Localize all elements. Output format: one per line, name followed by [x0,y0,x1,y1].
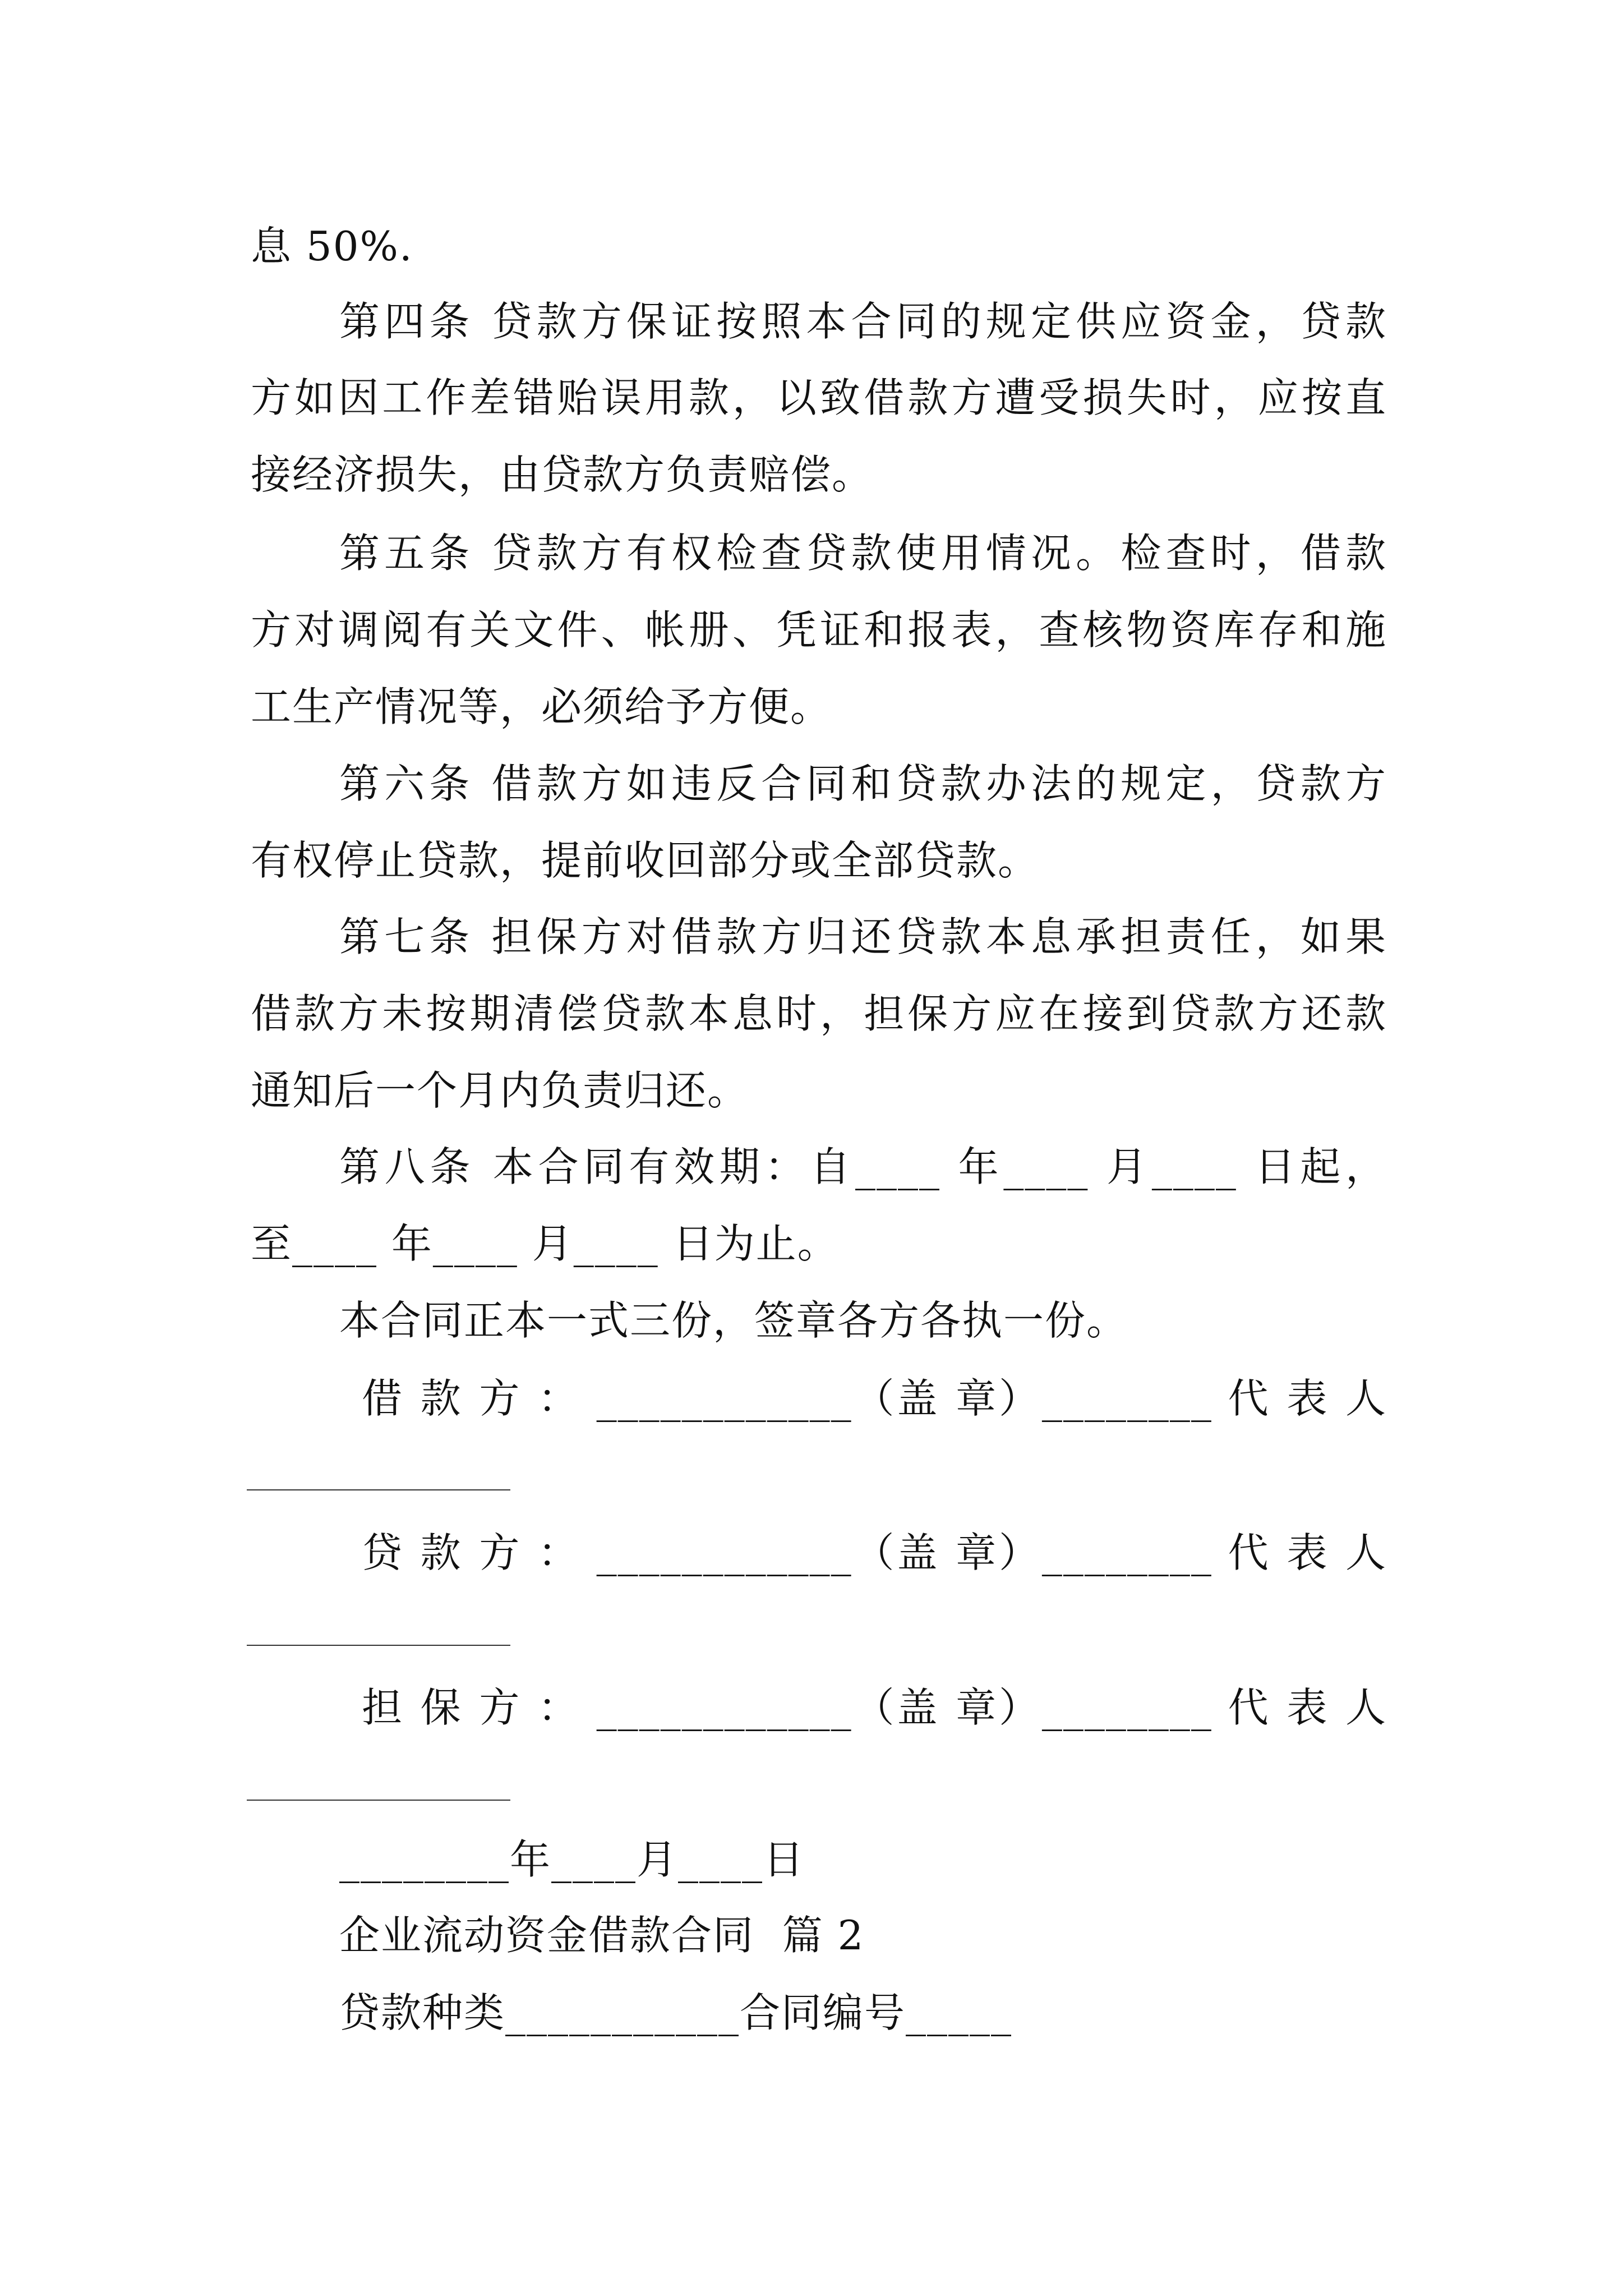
seal-label: （盖 章） [852,1684,1042,1731]
article-6: 第六条 借款方如违反合同和贷款办法的规定，贷款方 [339,760,1387,807]
article-7: 第七条 担保方对借款方归还贷款本息承担责任，如果 [339,913,1387,960]
text-line: 接经济损失，由贷款方负责赔偿。 [251,451,874,498]
seal-blank: ________ [1041,1529,1212,1576]
signature-blank: ____________ [596,1529,852,1576]
signature-blank: ____________ [596,1684,852,1731]
text-line: 工生产情况等，必须给予方便。 [251,683,832,730]
signature-guarantor [362,1680,1387,1736]
representative-underline [247,1489,510,1490]
representative-underline [247,1800,510,1801]
date-line: ________年____月____日 [339,1836,805,1883]
section-title: 企业流动资金借款合同 篇 2 [339,1912,865,1959]
text-line: 有权停止贷款，提前收回部分或全部贷款。 [251,837,1040,884]
party-label: 贷 款 方 ： [362,1529,581,1576]
loan-type-line: 贷款种类___________合同编号_____ [339,1989,1013,2036]
seal-blank: ________ [1041,1684,1212,1731]
seal-blank: ________ [1041,1375,1212,1422]
seal-label: （盖 章） [852,1529,1042,1576]
copies-clause: 本合同正本一式三份，签章各方各执一份。 [339,1297,1128,1344]
article-5: 第五条 贷款方有权检查贷款使用情况。检查时，借款 [339,530,1387,577]
party-label: 借 款 方 ： [362,1375,581,1422]
representative-label: 代 表 人 [1228,1529,1387,1576]
text-line: 方如因工作差错贻误用款，以致借款方遭受损失时，应按直 [251,374,1387,421]
article-4: 第四条 贷款方保证按照本合同的规定供应资金，贷款 [339,298,1387,345]
representative-label: 代 表 人 [1228,1684,1387,1731]
text-line: 息 50%. [251,223,413,270]
signature-lender [362,1525,1387,1581]
signature-blank: ____________ [596,1375,852,1422]
text-line: 方对调阅有关文件、帐册、凭证和报表，查核物资库存和施 [251,606,1387,654]
article-8: 第八条 本合同有效期：自____ 年____ 月____ 日起， [339,1143,1387,1190]
party-label: 担 保 方 ： [362,1684,581,1731]
text-line: 通知后一个月内负责归还。 [251,1067,749,1114]
representative-underline [247,1645,510,1646]
text-line: 至____ 年____ 月____ 日为止。 [251,1220,839,1267]
representative-label: 代 表 人 [1228,1375,1387,1422]
text-line: 借款方未按期清偿贷款本息时，担保方应在接到贷款方还款 [251,990,1387,1037]
signature-borrower [362,1370,1387,1427]
seal-label: （盖 章） [852,1375,1042,1422]
